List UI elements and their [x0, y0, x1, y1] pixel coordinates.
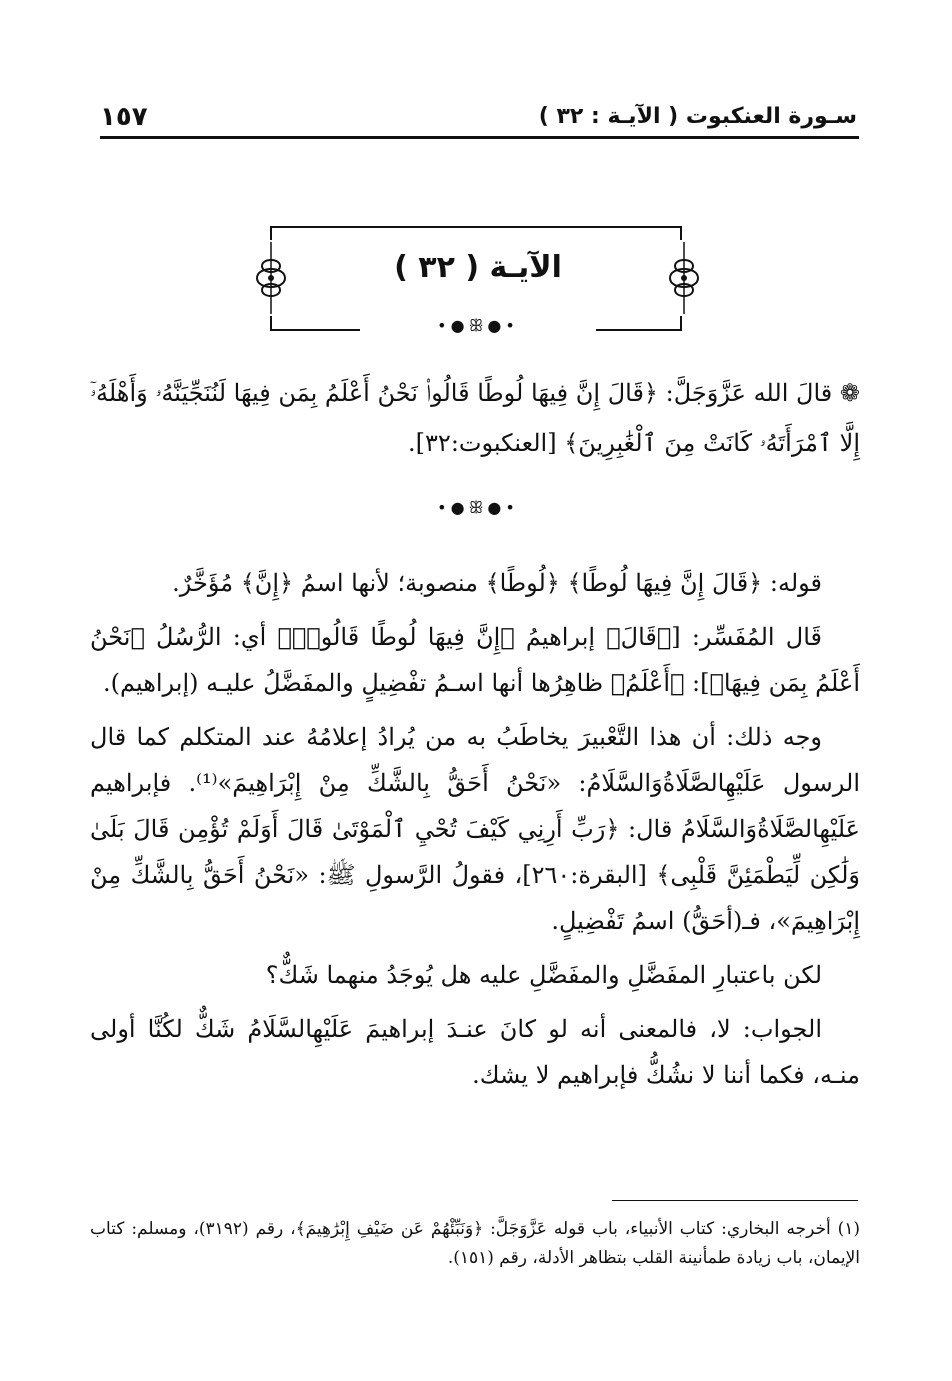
title-frame-top — [270, 226, 682, 228]
section-separator: •●ꕥ●• — [437, 316, 519, 335]
footnote-rule — [612, 1200, 858, 1201]
paragraph: وجه ذلك: أن هذا التَّعْبيرَ يخاطَبُ به من يُرادُ إعلامُهُ عند المتكلم كما قال الرسول عَلَيْهِالصَّلَاةُوَالسَّلَامُ: «نَحْنُ أَحَقُّ بِالشَّكِّ مِنْ إِبْرَاهِيمَ»⁽¹⁾. فإبراهيم عَلَيْهِالصَّلَاةُوَالسَّلَامُ قال: ﴿رَبِّ أَرِنِي كَيْفَ تُحْيِ ٱلْمَوْتَىٰ قَالَ أَوَلَمْ تُؤْمِن قَالَ بَلَىٰ وَلَٰكِن لِّيَطْمَئِنَّ قَلْبِى﴾ [البقرة:٢٦٠]، فقولُ الرَّسولِ ﷺ: «نَحْنُ أَحَقُّ بِالشَّكِّ مِنْ إِبْرَاهِيمَ»، فـ(أحَقُّ) اسمُ تَفْضِيلٍ. — [90, 723, 861, 935]
verse-block — [90, 368, 860, 468]
paragraph: قوله: ﴿قَالَ إِنَّ فِيهَا لُوطًا﴾ ﴿لُوطًا﴾ منصوبة؛ لأنها اسمُ ﴿إِنَّ﴾ مُؤَخَّرٌ. — [172, 569, 822, 597]
commentary-body — [90, 560, 860, 1106]
verse-separator: •●ꕥ●• — [437, 498, 519, 517]
title-frame-corner — [680, 316, 682, 330]
paragraph: لكن باعتبارِ المفَضَّلِ والمفَضَّلِ عليه هل يُوجَدُ منهما شَكٌّ؟ — [265, 961, 822, 989]
running-header-title: سـورة العنكبوت ( الآيـة : ٣٢ ) — [538, 104, 857, 129]
title-frame-corner — [270, 226, 272, 240]
verse-reference: [العنكبوت:٣٢]. — [408, 429, 565, 457]
page-number: ١٥٧ — [100, 102, 148, 132]
paragraph: قَال المُفَسِّر: [﴿قَالَ﴾ إبراهيمُ ﴿إِنَّ فِيهَا لُوطًا قَالُوا۟﴾ أي: الرُّسُلُ ﴿نَحْنُ أَعْلَمُ بِمَن فِيهَا﴾]: ﴿أَعْلَمُ﴾ ظاهِرُها أنها اسـمُ تفْضِيلٍ والمفَضَّلُ عليـه (إبراهيم). — [90, 623, 860, 697]
header-rule — [100, 136, 859, 139]
knot-ornament-icon — [666, 242, 702, 314]
verse-lead: ❁ قالَ الله عَزَّوَجَلَّ: — [658, 379, 861, 407]
footnote: (١) أخرجه البخاري: كتاب الأنبياء، باب قوله عَزَّوَجَلَّ: ﴿وَنَبِّئْهُمْ عَن ضَيْفِ إِبْرَٰهِيمَ﴾، رقم (٣١٩٢)، ومسلم: كتاب الإيمان، باب زيادة طمأنينة القلب بتظاهر الأدلة، رقم (١٥١). — [90, 1219, 861, 1268]
title-frame-corner — [680, 226, 682, 240]
section-title: الآيـة ( ٣٢ ) — [394, 250, 562, 285]
verse-text: ﴿قَالَ إِنَّ فِيهَا لُوطًا قَالُوا۟ نَحْنُ أَعْلَمُ بِمَن فِيهَا لَنُنَجِّيَنَّهُۥ وَأَهْلَهُۥٓ إِلَّا ٱمْرَأَتَهُۥ كَانَتْ مِنَ ٱلْغَٰبِرِينَ﴾ — [90, 379, 860, 457]
title-frame-bottom-left — [270, 329, 360, 331]
paragraph: الجواب: لا، فالمعنى أنه لو كانَ عنـدَ إبراهيمَ عَلَيْهِالسَّلَامُ شَكٌّ لكُنَّا أولى منـه، فكما أننا لا نشُكُّ فإبراهيم لا يشك. — [90, 1015, 860, 1089]
title-frame-bottom-right — [596, 329, 682, 331]
knot-ornament-icon — [253, 242, 289, 314]
title-frame-corner — [270, 316, 272, 330]
